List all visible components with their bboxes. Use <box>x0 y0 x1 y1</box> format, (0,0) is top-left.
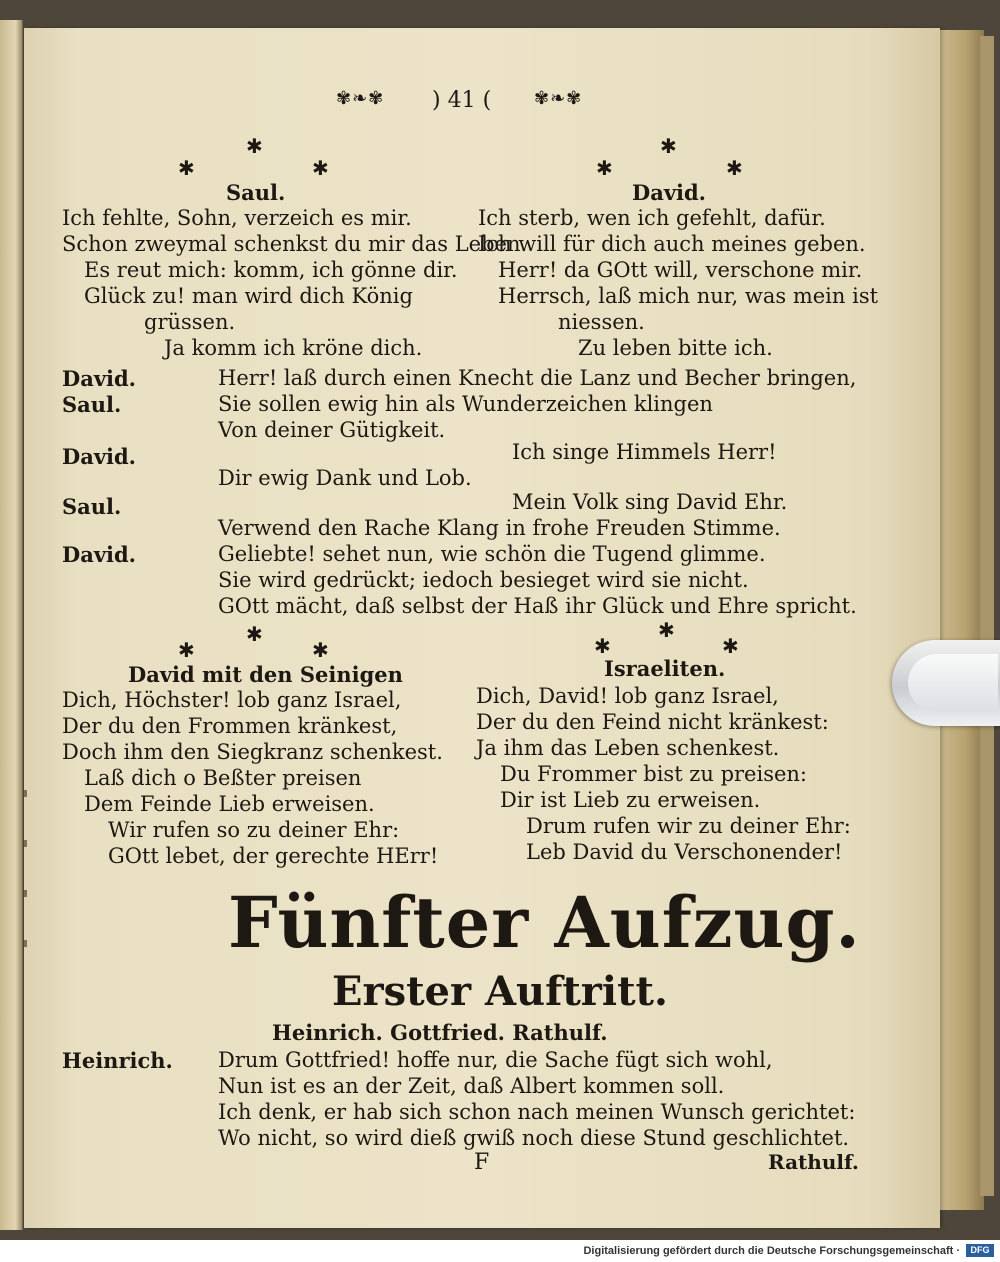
verse-line: Ja ihm das Leben schenkest. <box>476 736 780 760</box>
page-clip-highlight <box>908 654 998 712</box>
verse-line: Wir rufen so zu deiner Ehr: <box>108 818 400 842</box>
verse-line: Ich will für dich auch meines geben. <box>478 232 866 256</box>
verse-line: Herr! da GOtt will, verschone mir. <box>498 258 863 282</box>
verse-line: Dem Feinde Lieb erweisen. <box>84 792 375 816</box>
verse-line: Leb David du Verschonender! <box>526 840 843 864</box>
header-ornament-right: ✾❧✾ <box>534 88 583 109</box>
dialogue-line: Ich singe Himmels Herr! <box>512 440 777 464</box>
verse-line: GOtt lebet, der gerechte HErr! <box>108 844 439 868</box>
dfg-logo: DFG <box>966 1244 994 1257</box>
binding-stitch <box>24 940 27 947</box>
binding-stitch <box>24 840 27 847</box>
dialogue-line: Sie wird gedrückt; iedoch besieget wird sie nicht. <box>218 568 749 592</box>
verse-line: Dir ist Lieb zu erweisen. <box>500 788 761 812</box>
page-number: ) 41 ( <box>432 88 492 113</box>
speaker-name: David. <box>62 542 136 567</box>
verse-line: Es reut mich: komm, ich gönne dir. <box>84 258 458 282</box>
duet-heading-saul: Saul. <box>226 180 286 205</box>
dialogue-line: Geliebte! sehet nun, wie schön die Tugend glimme. <box>218 542 766 566</box>
speaker-name: Heinrich. <box>62 1048 173 1073</box>
dialogue-line: Wo nicht, so wird dieß gwiß noch diese Stund geschlichtet. <box>218 1126 850 1150</box>
dialogue-line: Mein Volk sing David Ehr. <box>512 490 788 514</box>
star-ornament: ✱ <box>178 156 195 180</box>
dialogue-line: GOtt mächt, daß selbst der Haß ihr Glück und Ehre spricht. <box>218 594 857 618</box>
speaker-name: David. <box>62 444 136 469</box>
header-ornament-left: ✾❧✾ <box>336 88 385 109</box>
chorus-heading-left: David mit den Seinigen <box>128 662 403 687</box>
star-ornament: ✱ <box>594 634 611 658</box>
verse-line: Der du den Feind nicht kränkest: <box>476 710 829 734</box>
speaker-name: Saul. <box>62 494 122 519</box>
verse-line: niessen. <box>558 310 645 334</box>
dialogue-line: Dir ewig Dank und Lob. <box>218 466 472 490</box>
verse-line: Schon zweymal schenkst du mir das Leben. <box>62 232 528 256</box>
signature-mark: F <box>474 1150 490 1175</box>
verse-line: Du Frommer bist zu preisen: <box>500 762 808 786</box>
dialogue-line: Drum Gottfried! hoffe nur, die Sache fügt sich wohl, <box>218 1048 773 1072</box>
verse-line: Laß dich o Beßter preisen <box>84 766 362 790</box>
dialogue-line: Von deiner Gütigkeit. <box>218 418 446 442</box>
star-ornament: ✱ <box>660 134 677 158</box>
verse-line: Dich, David! lob ganz Israel, <box>476 684 779 708</box>
dialogue-line: Nun ist es an der Zeit, daß Albert kommen soll. <box>218 1074 725 1098</box>
verse-line: Zu leben bitte ich. <box>578 336 773 360</box>
verse-line: Dich, Höchster! lob ganz Israel, <box>62 688 402 712</box>
star-ornament: ✱ <box>312 156 329 180</box>
verse-line: grüssen. <box>144 310 236 334</box>
binding-stitch <box>24 890 27 897</box>
page-block-edge-shadow <box>980 36 994 1196</box>
catchword: Rathulf. <box>768 1150 859 1174</box>
verse-line: Ich sterb, wen ich gefehlt, dafür. <box>478 206 826 230</box>
dialogue-line: Ich denk, er hab sich schon nach meinen Wunsch gerichtet: <box>218 1100 856 1124</box>
duet-heading-david: David. <box>632 180 706 205</box>
star-ornament: ✱ <box>658 618 675 642</box>
footer-credit: Digitalisierung gefördert durch die Deutsche Forschungsgemeinschaft · <box>583 1245 960 1257</box>
star-ornament: ✱ <box>178 638 195 662</box>
star-ornament: ✱ <box>596 156 613 180</box>
verse-line: Herrsch, laß mich nur, was mein ist <box>498 284 879 308</box>
verse-line: Ich fehlte, Sohn, verzeich es mir. <box>62 206 412 230</box>
speaker-name: David. <box>62 366 136 391</box>
star-ornament: ✱ <box>246 622 263 646</box>
star-ornament: ✱ <box>246 134 263 158</box>
dialogue-line: Herr! laß durch einen Knecht die Lanz und Becher bringen, <box>218 366 857 390</box>
star-ornament: ✱ <box>312 638 329 662</box>
verse-line: Drum rufen wir zu deiner Ehr: <box>526 814 851 838</box>
dialogue-line: Sie sollen ewig hin als Wunderzeichen klingen <box>218 392 713 416</box>
dialogue-line: Verwend den Rache Klang in frohe Freuden Stimme. <box>218 516 781 540</box>
verse-line: Glück zu! man wird dich König <box>84 284 413 308</box>
previous-page-edge <box>0 20 23 1230</box>
footer-bar <box>0 1240 1000 1262</box>
page-block-edge <box>938 30 984 1210</box>
verse-line: Doch ihm den Siegkranz schenkest. <box>62 740 443 764</box>
character-list: Heinrich. Gottfried. Rathulf. <box>272 1020 608 1045</box>
verse-line: Der du den Frommen kränkest, <box>62 714 398 738</box>
act-title: Fünfter Aufzug. <box>228 881 861 964</box>
speaker-name: Saul. <box>62 392 122 417</box>
binding-stitch <box>24 790 27 797</box>
chorus-heading-right: Israeliten. <box>604 656 726 681</box>
star-ornament: ✱ <box>722 634 739 658</box>
scene-title: Erster Auftritt. <box>332 968 668 1015</box>
star-ornament: ✱ <box>726 156 743 180</box>
verse-line: Ja komm ich kröne dich. <box>164 336 423 360</box>
